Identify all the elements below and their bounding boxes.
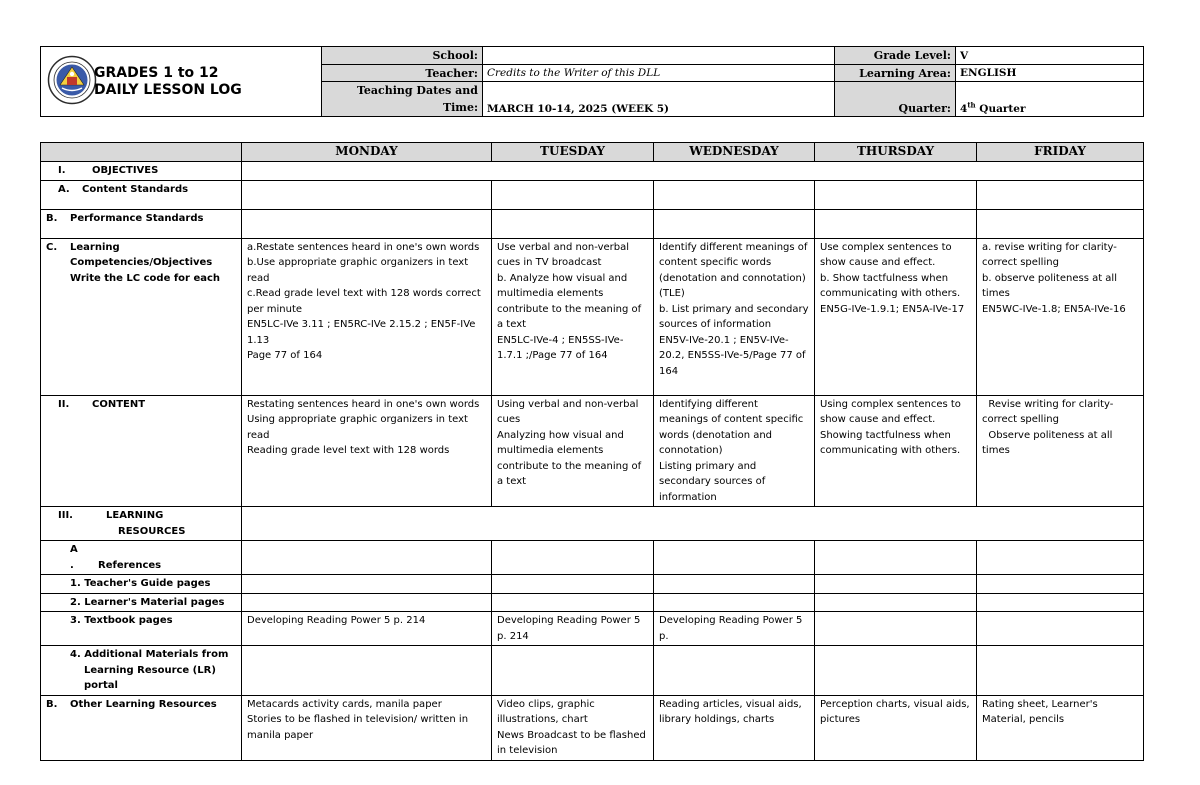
cell-line: Revise writing for clarity- correct spelling	[982, 398, 1117, 425]
cell-line: b.Use appropriate graphic organizers in text read	[247, 257, 469, 284]
cell	[492, 180, 654, 209]
table-row	[41, 162, 1144, 181]
references-text: References	[98, 559, 162, 571]
cell	[242, 180, 492, 209]
cell	[492, 646, 654, 696]
content-standards-label	[41, 180, 242, 209]
table-row	[41, 395, 1144, 507]
objectives-num: I.	[58, 165, 66, 176]
content-label	[41, 395, 242, 507]
teaching-dates-label	[322, 82, 483, 117]
cell-line: a. revise writing for clarity- correct spelling	[982, 241, 1117, 268]
cell	[977, 180, 1144, 209]
cell	[815, 180, 977, 209]
cell-line: b. Show tactfulness when communicating with others.	[820, 272, 961, 299]
cell-line: Identifying different meanings of content specific words (denotation and connotation)	[659, 398, 804, 456]
cell-line: Using appropriate graphic organizers in text read	[247, 414, 468, 441]
cell-line: Use verbal and non-verbal cues in TV broadcast	[497, 241, 630, 268]
school-value	[483, 47, 835, 65]
quarter-number: 4	[960, 103, 968, 115]
learning-resources-cell	[242, 507, 1144, 541]
day-header-monday: MONDAY	[242, 143, 492, 162]
cell-line: Using complex sentences to show cause and effect.	[820, 398, 961, 425]
cell-line: Page 77 of 164	[247, 350, 323, 361]
learning-resources-line1: LEARNING	[106, 510, 164, 521]
other-resources-friday	[977, 695, 1144, 760]
competencies-wednesday	[654, 238, 815, 395]
cell	[492, 209, 654, 238]
cell-line: Showing tactfulness when communicating with others.	[820, 429, 961, 456]
competencies-thursday	[815, 238, 977, 395]
learning-resources-label	[41, 507, 242, 541]
competencies-line2: Competencies/Objectives	[70, 257, 213, 268]
cell	[242, 575, 492, 594]
teaching-dates-label-line1: Teaching Dates and	[356, 84, 478, 97]
other-resources-thursday	[815, 695, 977, 760]
cell	[654, 180, 815, 209]
competencies-line3: Write the LC code for each	[70, 272, 221, 284]
table-row	[41, 593, 1144, 612]
textbook-thursday	[815, 612, 977, 646]
cell-line: Stories to be flashed in television/ written in manila paper	[247, 714, 469, 741]
cell-line: Listing primary and secondary sources of information	[659, 460, 766, 503]
cell	[977, 646, 1144, 696]
quarter-suffix: th	[967, 100, 976, 110]
teacher-value: Credits to the Writer of this DLL	[483, 65, 835, 82]
cell-line: EN5LC-IVe 3.11 ; EN5RC-IVe 2.15.2 ; EN5F-IVe 1.13	[247, 319, 476, 346]
learning-resources-num: III.	[58, 510, 73, 521]
table-row	[41, 612, 1144, 646]
table-row	[41, 180, 1144, 209]
content-thursday	[815, 395, 977, 507]
deped-seal-icon	[47, 55, 97, 105]
cell	[654, 575, 815, 594]
cell-line: Use complex sentences to show cause and effect.	[820, 241, 952, 268]
cell	[654, 646, 815, 696]
table-row	[41, 209, 1144, 238]
table-row	[41, 575, 1144, 594]
textbook-pages-label: 3. Textbook pages	[41, 612, 242, 646]
cell-line: Video clips, graphic illustrations, chart	[497, 698, 595, 725]
cell	[815, 646, 977, 696]
content-tuesday	[492, 395, 654, 507]
cell-line: EN5V-IVe-20.1 ; EN5V-IVe-20.2, EN5SS-IVe-5/Page 77 of 164	[659, 334, 806, 377]
learning-resources-line2: RESOURCES	[118, 525, 186, 537]
other-resources-tuesday	[492, 695, 654, 760]
cell	[977, 541, 1144, 575]
other-resources-label	[41, 695, 242, 760]
content-monday	[242, 395, 492, 507]
cell	[815, 209, 977, 238]
cell	[242, 209, 492, 238]
references-num: A.	[70, 544, 78, 571]
title-line-2: DAILY LESSON LOG	[94, 82, 242, 98]
day-header-wednesday: WEDNESDAY	[654, 143, 815, 162]
cell-line: EN5WC-IVe-1.8; EN5A-IVe-16	[982, 303, 1126, 315]
table-row	[41, 646, 1144, 696]
grade-level-value: V	[956, 47, 1144, 65]
cell	[977, 575, 1144, 594]
cell-line: EN5LC-IVe-4 ; EN5SS-IVe-1.7.1 ;/Page 77 of 164	[497, 334, 624, 361]
competencies-tuesday	[492, 238, 654, 395]
teaching-dates-label-line2: Time:	[442, 101, 478, 114]
cell-line: Identify different meanings of content specific words (denotation and connotation) (TLE)	[659, 241, 808, 299]
cell	[492, 575, 654, 594]
cell	[492, 541, 654, 575]
cell-line: Rating sheet, Learner's Material, pencils	[982, 698, 1098, 725]
table-row	[41, 695, 1144, 760]
table-row	[41, 541, 1144, 575]
quarter-label: Quarter:	[835, 82, 956, 117]
teacher-label: Teacher:	[322, 65, 483, 82]
objectives-label	[41, 162, 242, 181]
content-wednesday	[654, 395, 815, 507]
textbook-monday: Developing Reading Power 5 p. 214	[242, 612, 492, 646]
content-text: CONTENT	[92, 398, 146, 410]
grade-level-label: Grade Level:	[835, 47, 956, 65]
cell-line: Perception charts, visual aids, pictures	[820, 698, 970, 725]
cell	[815, 575, 977, 594]
cell-line: b. Analyze how visual and multimedia elements contribute to the meaning of a text	[497, 272, 642, 330]
cell	[242, 541, 492, 575]
day-header-tuesday: TUESDAY	[492, 143, 654, 162]
cell-line: Analyzing how visual and multimedia elements contribute to the meaning of a text	[497, 429, 642, 487]
cell	[242, 646, 492, 696]
cell-line: b. List primary and secondary sources of information	[659, 303, 809, 330]
additional-materials-line3: portal	[84, 680, 118, 691]
cell-line: Reading articles, visual aids, library holdings, charts	[659, 698, 802, 725]
cell	[654, 541, 815, 575]
content-num: II.	[58, 398, 70, 410]
learning-area-label: Learning Area:	[835, 65, 956, 82]
cell-line: Metacards activity cards, manila paper	[247, 698, 442, 710]
day-header-friday: FRIDAY	[977, 143, 1144, 162]
teaching-dates-value: MARCH 10-14, 2025 (WEEK 5)	[483, 82, 835, 117]
performance-standards-label	[41, 209, 242, 238]
learners-material-label: 2. Learner's Material pages	[41, 593, 242, 612]
header-table	[40, 46, 1144, 117]
cell-line: c.Read grade level text with 128 words correct per minute	[247, 288, 481, 315]
document-title	[94, 65, 242, 99]
competencies-num: C.	[46, 241, 58, 253]
textbook-tuesday: Developing Reading Power 5 p. 214	[492, 612, 654, 646]
cell	[654, 593, 815, 612]
cell	[654, 209, 815, 238]
header-logo-cell	[41, 47, 322, 117]
day-header-thursday: THURSDAY	[815, 143, 977, 162]
cell	[492, 593, 654, 612]
competencies-friday	[977, 238, 1144, 395]
content-standards-text: Content Standards	[82, 183, 189, 195]
other-resources-text: Other Learning Resources	[70, 698, 217, 710]
learning-area-value: ENGLISH	[956, 65, 1144, 82]
teachers-guide-label: 1. Teacher's Guide pages	[41, 575, 242, 594]
cell	[815, 541, 977, 575]
other-resources-monday	[242, 695, 492, 760]
cell-line: b. observe politeness at all times	[982, 272, 1117, 299]
textbook-wednesday: Developing Reading Power 5 p.	[654, 612, 815, 646]
title-line-1: GRADES 1 to 12	[94, 65, 219, 81]
quarter-word: Quarter	[975, 103, 1026, 115]
table-row	[41, 507, 1144, 541]
content-friday	[977, 395, 1144, 507]
competencies-label	[41, 238, 242, 395]
additional-materials-line1: 4. Additional Materials from	[70, 649, 229, 660]
cell	[977, 593, 1144, 612]
cell-line: News Broadcast to be flashed in television	[497, 729, 646, 756]
cell-line: Reading grade level text with 128 words	[247, 445, 450, 456]
performance-standards-num: B.	[46, 212, 58, 224]
competencies-line1: Learning	[70, 241, 120, 253]
references-label	[41, 541, 242, 575]
lesson-log-table	[40, 142, 1144, 761]
quarter-value	[956, 82, 1144, 117]
additional-materials-label	[41, 646, 242, 696]
performance-standards-text: Performance Standards	[70, 212, 204, 224]
other-resources-wednesday	[654, 695, 815, 760]
additional-materials-line2: Learning Resource (LR)	[84, 664, 216, 676]
cell-line: Using verbal and non-verbal cues	[497, 398, 639, 425]
cell	[242, 593, 492, 612]
corner-header	[41, 143, 242, 162]
other-resources-num: B.	[46, 698, 58, 710]
objectives-cell	[242, 162, 1144, 181]
cell-line: Restating sentences heard in one's own words	[247, 398, 480, 410]
competencies-monday	[242, 238, 492, 395]
textbook-friday	[977, 612, 1144, 646]
cell-line: Observe politeness at all times	[982, 429, 1116, 456]
cell-line: EN5G-IVe-1.9.1; EN5A-IVe-17	[820, 303, 965, 315]
cell	[815, 593, 977, 612]
school-label: School:	[322, 47, 483, 65]
table-row	[41, 238, 1144, 395]
cell	[977, 209, 1144, 238]
cell-line: a.Restate sentences heard in one's own words	[247, 241, 480, 253]
objectives-text: OBJECTIVES	[92, 165, 159, 176]
content-standards-num: A.	[58, 183, 70, 195]
